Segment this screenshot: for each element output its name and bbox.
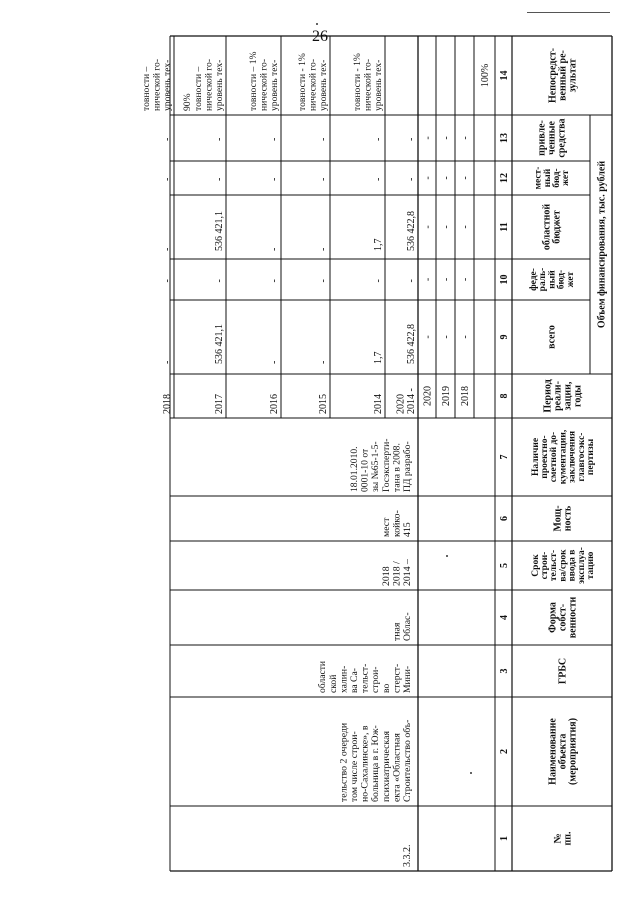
- object-term-line: 2018: [380, 566, 392, 586]
- page-number: 26: [312, 28, 328, 45]
- row-regional: [406, 211, 417, 251]
- header-private-line: ченные: [546, 121, 558, 155]
- column-number-3: [499, 669, 510, 674]
- object-number: [402, 845, 413, 868]
- header-federal-line: раль-: [538, 267, 549, 292]
- column-number-11-line: 11: [498, 222, 510, 232]
- object-docs-line: тана в 2008.: [391, 443, 403, 492]
- row-total-line: 536 421,1: [214, 324, 225, 364]
- prev-row-total: [422, 335, 433, 338]
- prev-row-private-line: -: [459, 136, 471, 140]
- row-federal: [373, 279, 384, 282]
- row-local: [214, 178, 225, 181]
- header-number-line: пп.: [562, 831, 574, 846]
- header-name-line: объекта: [557, 733, 569, 770]
- header-capacity-line: ность: [562, 505, 574, 532]
- row-result-line: товности –: [192, 66, 204, 111]
- prev-row-federal: [460, 278, 471, 281]
- prev-row-private: [460, 136, 471, 139]
- row-result-line: товности - 1%: [351, 53, 363, 111]
- column-number-7: [499, 455, 510, 460]
- header-docs-line: сметной до-: [549, 431, 560, 483]
- row-private: [269, 138, 280, 141]
- header-term-line: ввода в: [567, 549, 578, 582]
- prev-row-result: [480, 64, 491, 87]
- row-total: [373, 352, 384, 365]
- row-private: [318, 138, 329, 141]
- column-number-12: [499, 173, 510, 183]
- header-docs-line: главгосэкс-: [576, 432, 587, 482]
- row-total-line: -: [318, 360, 329, 364]
- row-regional-line: 1,7: [373, 238, 384, 251]
- object-capacity: [381, 510, 413, 537]
- row-federal: [162, 279, 173, 282]
- header-result-line: зультат: [567, 58, 579, 93]
- header-result-line: Непосредст-: [547, 47, 559, 104]
- row-federal: [269, 279, 280, 282]
- header-local-line: ный: [542, 168, 553, 188]
- object-name-line: психиатрическая: [380, 731, 392, 802]
- column-number-10-line: 10: [498, 274, 510, 285]
- column-number-11: [499, 222, 510, 231]
- object-ownership: [391, 612, 413, 641]
- object-grbs-line: тельст-: [359, 663, 371, 693]
- row-result-line: уровень тех-: [269, 59, 280, 111]
- header-total: [546, 325, 557, 349]
- column-number-14: [499, 71, 510, 81]
- header-federal-line: ный: [547, 270, 558, 289]
- row-result-line: уровень тех-: [318, 59, 329, 111]
- row-federal-line: -: [406, 279, 417, 283]
- row-total: [318, 361, 329, 364]
- header-local-line: жет: [561, 170, 572, 186]
- row-result-line: нической го-: [258, 58, 270, 111]
- object-ownership-line: тная: [391, 622, 403, 641]
- row-private: [162, 138, 173, 141]
- column-number-4: [499, 615, 510, 620]
- column-number-12-line: 12: [498, 173, 510, 183]
- header-docs-line: кументации,: [558, 429, 569, 485]
- row-result-line: уровень тех-: [214, 59, 225, 111]
- header-docs-line: Наличие: [530, 437, 541, 477]
- row-private-line: -: [269, 137, 280, 141]
- header-private-line: привле-: [536, 120, 548, 156]
- header-term-line: тельст-: [549, 549, 560, 582]
- object-number-line: 3.3.2.: [402, 844, 413, 867]
- prev-row-regional: [460, 225, 471, 228]
- row-result: [248, 51, 280, 111]
- header-capacity: [552, 505, 573, 531]
- row-result-line: уровень тех-: [162, 59, 173, 111]
- row-result: [182, 59, 225, 111]
- prev-row-federal: [441, 278, 452, 281]
- row-local-line: -: [269, 177, 280, 181]
- object-capacity-line: мест: [380, 517, 392, 537]
- prev-row-regional: [441, 225, 452, 228]
- column-number-13-line: 13: [498, 133, 510, 143]
- row-private: [406, 138, 417, 141]
- row-result-line: 90%: [182, 93, 194, 111]
- row-total-line: 536 422,8: [406, 324, 417, 364]
- object-grbs-line: стерст-: [391, 663, 403, 693]
- row-local-line: -: [318, 177, 329, 181]
- prev-row-year: [422, 386, 433, 406]
- row-total-line: -: [162, 360, 173, 364]
- object-grbs-line: ской: [327, 674, 339, 693]
- column-number-13: [499, 133, 510, 143]
- row-federal: [406, 279, 417, 282]
- row-result-line: товности - 1%: [296, 53, 308, 111]
- header-number: [552, 831, 573, 846]
- row-result-line: нической го-: [203, 58, 215, 111]
- row-private-line: -: [318, 137, 329, 141]
- object-docs-line: ПД разрабо-: [402, 441, 413, 492]
- row-year-line: 2020: [395, 394, 407, 414]
- prev-row-total-line: -: [440, 335, 452, 339]
- row-federal: [214, 279, 225, 282]
- row-local: [318, 178, 329, 181]
- row-year: [395, 388, 417, 414]
- header-docs: [531, 429, 596, 484]
- row-local: [406, 178, 417, 181]
- row-year-line: 2016: [269, 394, 280, 414]
- prev-row-year: [460, 386, 471, 406]
- header-regional-line: областной: [541, 203, 553, 251]
- prev-row-local: [422, 176, 433, 179]
- object-grbs-line: области: [317, 660, 329, 693]
- row-year: [214, 394, 225, 414]
- prev-row-regional-line: -: [459, 225, 471, 229]
- row-federal-line: -: [214, 279, 225, 283]
- prev-row-federal-line: -: [459, 277, 471, 282]
- row-year-line: 2014: [373, 394, 384, 414]
- object-name-line: но-Сахалинске», в: [359, 725, 371, 802]
- object-term-line: 2014 –: [402, 559, 413, 586]
- object-grbs-line: Мини-: [402, 665, 413, 693]
- row-private-line: -: [406, 137, 417, 141]
- row-local: [373, 178, 384, 181]
- row-private: [214, 138, 225, 141]
- row-regional-line: 536 421,1: [214, 211, 225, 251]
- column-number-1-line: 1: [498, 836, 510, 841]
- object-term-line: 2018 /: [391, 561, 403, 586]
- object-name-line: екта «Областная: [391, 733, 403, 802]
- header-period-line: годы: [572, 385, 584, 407]
- row-year-line: 2018: [162, 394, 173, 414]
- object-name-line: больница в г. Юж-: [370, 725, 382, 802]
- header-ownership-line: венности: [567, 596, 579, 639]
- row-result-line: нической го-: [307, 58, 319, 111]
- prev-row-regional-line: -: [440, 225, 452, 229]
- prev-row-regional: [422, 225, 433, 228]
- object-name-line: тельство 2 очереди: [338, 722, 350, 802]
- header-result-line: венный ре-: [557, 50, 569, 101]
- row-regional-line: -: [269, 247, 280, 251]
- header-federal: [528, 268, 576, 292]
- row-total: [214, 324, 225, 364]
- prev-row-private: [422, 136, 433, 139]
- row-result: [141, 59, 173, 111]
- header-period-line: зации,: [562, 381, 574, 411]
- prev-row-year-line: 2018: [459, 386, 471, 406]
- object-grbs-line: халин-: [338, 665, 350, 693]
- row-year: [373, 394, 384, 414]
- row-local-line: -: [406, 177, 417, 181]
- header-term-line: эксплуа-: [576, 547, 587, 584]
- row-regional: [269, 248, 280, 251]
- row-federal: [318, 279, 329, 282]
- object-docs-line: зы №65-1-5-: [370, 441, 382, 492]
- header-name: [547, 718, 578, 785]
- header-grbs-line: ГРБС: [557, 657, 569, 685]
- row-federal-line: -: [318, 279, 329, 283]
- header-number-line: №: [552, 833, 564, 844]
- row-local: [162, 178, 173, 181]
- header-name-line: Наименование: [547, 718, 559, 785]
- header-total-line: всего: [546, 325, 558, 349]
- row-result-line: нической го-: [362, 58, 374, 111]
- row-local: [269, 178, 280, 181]
- row-result: [297, 53, 329, 111]
- object-grbs-line: строи-: [370, 666, 382, 693]
- row-regional: [162, 248, 173, 251]
- prev-row-regional-line: -: [422, 225, 434, 229]
- prev-row-year: [441, 386, 452, 406]
- header-name-line: (мероприятия): [567, 717, 579, 786]
- header-term: [531, 547, 596, 584]
- header-term-line: тацию: [586, 551, 596, 580]
- row-federal-line: -: [269, 279, 280, 283]
- header-federal-line: феде-: [529, 268, 539, 291]
- row-total: [162, 361, 173, 364]
- header-private: [536, 118, 567, 157]
- row-total: [269, 361, 280, 364]
- header-capacity-line: Мощ-: [552, 505, 564, 532]
- header-docs-line: заключения: [567, 431, 578, 483]
- row-year: [318, 394, 329, 414]
- prev-row-year-line: 2020: [422, 386, 434, 406]
- prev-row-total: [441, 335, 452, 338]
- prev-row-private-line: -: [440, 136, 452, 140]
- header-ownership: [547, 597, 578, 639]
- header-federal-line: бюд-: [556, 269, 567, 290]
- column-number-5-line: 5: [498, 563, 510, 568]
- row-regional-line: -: [318, 247, 329, 251]
- column-number-8-line: 8: [498, 393, 510, 399]
- row-year-line: 2017: [214, 394, 225, 414]
- row-total-line: -: [269, 360, 280, 364]
- row-total-line: 1,7: [373, 351, 384, 364]
- header-period-line: реали-: [552, 381, 564, 411]
- prev-row-federal: [422, 278, 433, 281]
- header-period: [542, 379, 583, 412]
- column-number-8: [499, 394, 510, 399]
- column-number-14-line: 14: [498, 70, 510, 81]
- prev-row-local-line: -: [440, 176, 452, 180]
- prev-row-result-line: 100%: [479, 63, 491, 88]
- header-federal-line: жет: [565, 271, 576, 288]
- prev-row-private-line: -: [422, 136, 434, 140]
- object-capacity-line: койко-: [391, 510, 403, 537]
- prev-row-year-line: 2019: [440, 386, 452, 406]
- prev-row-total-line: -: [422, 335, 434, 339]
- prev-row-federal-line: -: [440, 277, 452, 282]
- prev-row-local-line: -: [459, 176, 471, 180]
- row-result-line: товности –: [140, 66, 152, 111]
- object-grbs: [317, 661, 413, 693]
- header-local-line: мест-: [533, 166, 544, 190]
- row-year-line: 2014 -: [406, 388, 417, 414]
- object-capacity-line: 415: [402, 522, 413, 537]
- row-federal-line: -: [373, 279, 384, 283]
- row-regional: [373, 239, 384, 252]
- header-ownership-line: собст-: [557, 603, 569, 632]
- object-name: [338, 720, 413, 802]
- row-result: [352, 53, 384, 111]
- prev-row-local: [441, 176, 452, 179]
- column-number-1: [499, 836, 510, 841]
- column-number-4-line: 4: [498, 615, 510, 620]
- row-regional: [318, 248, 329, 251]
- row-result-line: нической го-: [151, 58, 163, 111]
- object-docs: [349, 439, 413, 493]
- row-year-line: 2015: [318, 394, 329, 414]
- row-local-line: -: [214, 177, 225, 181]
- header-regional: [541, 204, 562, 250]
- row-federal-line: -: [162, 279, 173, 283]
- header-regional-line: бюджет: [551, 210, 563, 244]
- object-docs-line: Госэксперти-: [380, 438, 392, 492]
- row-private: [373, 138, 384, 141]
- object-name-line: Строительство объ-: [402, 719, 413, 802]
- row-regional-line: -: [162, 247, 173, 251]
- header-ownership-line: Форма: [547, 602, 559, 633]
- column-number-9: [499, 335, 510, 340]
- row-result-line: уровень тех-: [373, 59, 384, 111]
- column-number-5: [499, 563, 510, 568]
- row-year: [162, 394, 173, 414]
- row-result-line: товности – 1%: [247, 51, 259, 111]
- header-grbs: [557, 658, 568, 684]
- object-grbs-line: во: [380, 683, 392, 693]
- prev-row-total: [460, 335, 471, 338]
- header-local: [534, 167, 572, 190]
- row-year: [269, 394, 280, 414]
- column-number-6-line: 6: [498, 516, 510, 521]
- column-number-10: [499, 275, 510, 285]
- row-private-line: -: [373, 137, 384, 141]
- object-term: [381, 559, 413, 586]
- column-number-9-line: 9: [498, 334, 510, 340]
- object-name-line: том числе строи-: [349, 731, 360, 802]
- column-number-2-line: 2: [498, 749, 510, 754]
- header-term-line: строи-: [540, 551, 550, 580]
- object-grbs-line: ва Са-: [349, 668, 360, 693]
- header-financing-group: [596, 161, 607, 328]
- header-term-line: Срок: [530, 554, 541, 577]
- row-local-line: -: [162, 177, 173, 181]
- row-regional: [214, 211, 225, 251]
- row-local-line: -: [373, 177, 384, 181]
- object-docs-line: 0001-10 от: [359, 448, 371, 492]
- header-private-line: средства: [556, 118, 568, 158]
- object-ownership-line: Облас-: [402, 612, 413, 641]
- header-result: [547, 48, 578, 103]
- row-private-line: -: [162, 137, 173, 141]
- column-number-3-line: 3: [498, 668, 510, 674]
- header-period-line: Период: [542, 379, 554, 413]
- prev-row-local: [460, 176, 471, 179]
- header-local-line: бюд-: [552, 168, 562, 188]
- column-number-7-line: 7: [498, 454, 510, 460]
- column-number-2: [499, 749, 510, 754]
- row-private-line: -: [214, 137, 225, 141]
- header-docs-line: проектно-: [540, 435, 550, 479]
- prev-row-total-line: -: [459, 335, 471, 339]
- prev-row-private: [441, 136, 452, 139]
- object-docs-line: 18.01.2010.: [349, 446, 360, 492]
- prev-row-federal-line: -: [422, 277, 434, 282]
- row-regional-line: 536 422,8: [406, 211, 417, 251]
- header-term-line: ва/срок: [558, 549, 569, 582]
- row-total: [406, 324, 417, 364]
- header-financing-group-line: Объем финансирования, тыс. рублей: [596, 160, 608, 329]
- header-docs-line: пертизы: [586, 438, 596, 476]
- column-number-6: [499, 516, 510, 521]
- prev-row-local-line: -: [422, 176, 434, 180]
